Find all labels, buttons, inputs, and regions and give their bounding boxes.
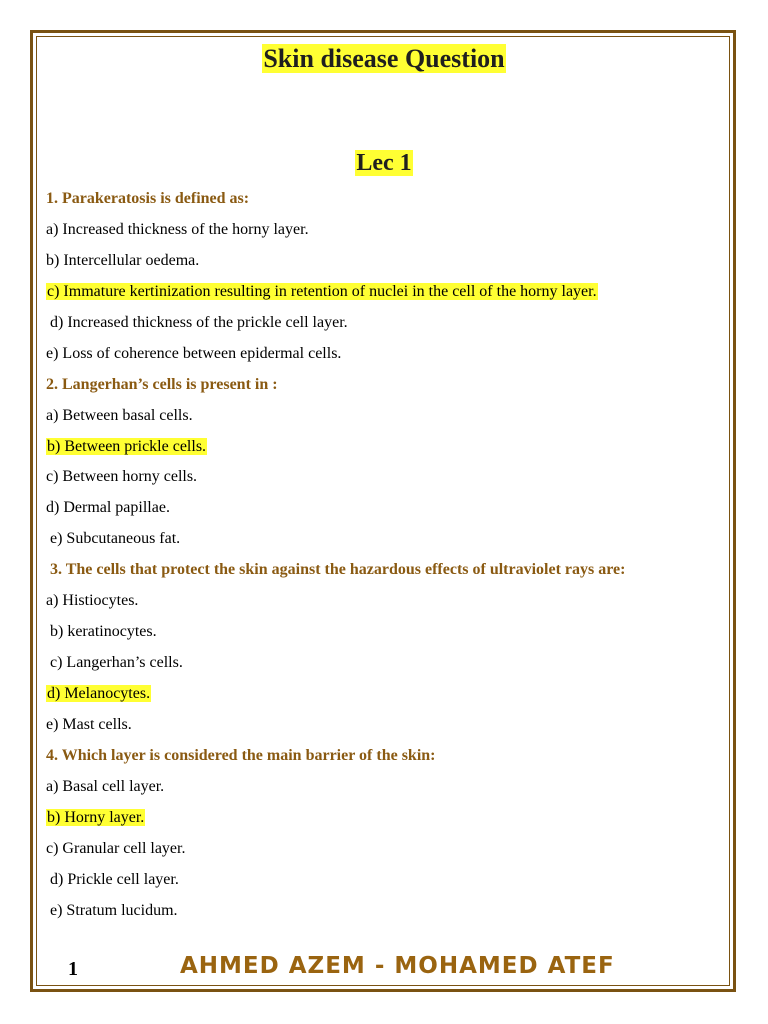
option-text: e) Stratum lucidum. [50, 901, 178, 919]
option-text: b) Intercellular oedema. [46, 251, 200, 269]
option-text: a) Basal cell layer. [46, 777, 165, 795]
question-list [46, 184, 726, 927]
option [46, 896, 726, 927]
option [46, 215, 726, 246]
option [46, 339, 726, 370]
footer-authors: AHMED AZEM - MOHAMED ATEF [180, 953, 615, 979]
question-1 [46, 184, 726, 215]
option-text: b) Between prickle cells. [47, 437, 207, 455]
option-text: c) Langerhan’s cells. [50, 654, 183, 672]
question-4-text: 4. Which layer is considered the main barrier of the skin: [46, 746, 436, 764]
option-text: d) Increased thickness of the prickle cell layer. [50, 313, 348, 331]
lecture-heading [0, 146, 768, 180]
option-text: d) Melanocytes. [47, 685, 151, 702]
option [46, 586, 726, 617]
question-3-text: 3. The cells that protect the skin against the hazardous effects of ultraviolet rays are: [50, 561, 626, 579]
question-2-text: 2. Langerhan’s cells is present in : [46, 375, 278, 393]
option-highlighted [46, 803, 726, 834]
option-text: a) Between basal cells. [46, 406, 193, 424]
question-1-text: 1. Parakeratosis is defined as: [46, 190, 250, 207]
option-text: e) Subcutaneous fat. [50, 530, 181, 548]
option-text: c) Granular cell layer. [46, 839, 186, 857]
document-title-text: Skin disease Question [263, 44, 505, 73]
question-3 [46, 555, 726, 586]
option [46, 462, 726, 493]
option-highlighted [46, 277, 726, 308]
option [46, 834, 726, 865]
option [46, 865, 726, 896]
option-highlighted [46, 679, 726, 710]
question-4 [46, 741, 726, 772]
option-highlighted [46, 432, 726, 463]
page-number: 1 [68, 958, 78, 980]
option-text: a) Increased thickness of the horny layer. [46, 220, 309, 238]
question-2 [46, 370, 726, 401]
option-text: b) keratinocytes. [50, 623, 157, 641]
option-text: e) Mast cells. [46, 715, 132, 733]
option [46, 401, 726, 432]
option [46, 772, 726, 803]
option [46, 308, 726, 339]
option [46, 710, 726, 741]
option [46, 648, 726, 679]
option-text: a) Histiocytes. [46, 592, 139, 610]
option-text: c) Between horny cells. [46, 468, 198, 486]
lecture-heading-text: Lec 1 [356, 150, 412, 176]
option [46, 246, 726, 277]
option-text: c) Immature kertinization resulting in retention of nuclei in the cell of the horny layer. [47, 282, 597, 300]
option-text: b) Horny layer. [47, 808, 145, 826]
option-text: d) Dermal papillae. [46, 499, 170, 517]
document-title [0, 42, 768, 76]
option-text: e) Loss of coherence between epidermal cells. [46, 344, 342, 362]
option [46, 524, 726, 555]
option [46, 617, 726, 648]
option [46, 493, 726, 524]
option-text: d) Prickle cell layer. [50, 870, 179, 888]
